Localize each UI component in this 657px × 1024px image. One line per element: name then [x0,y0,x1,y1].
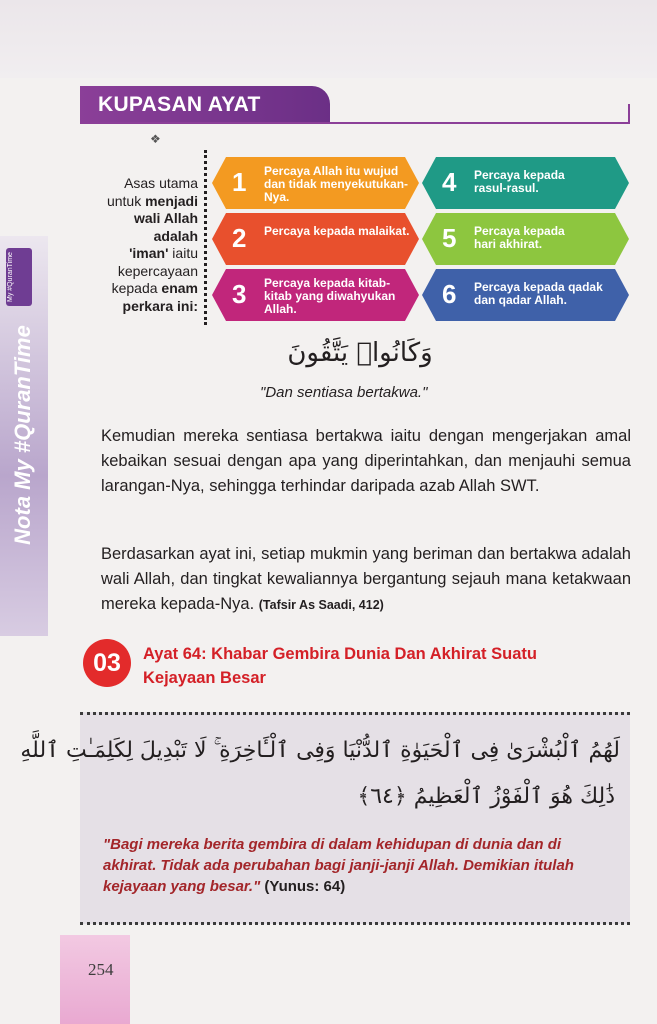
verse-translation: "Dan sentiasa bertakwa." [260,384,428,401]
pillar-text: Percaya kepada malaikat. [264,224,410,238]
pillar-number: 2 [232,223,247,253]
pillar-6 [422,269,629,321]
pillar-4 [422,157,629,209]
page-top-band [0,0,657,78]
paragraph-2: Berdasarkan ayat ini, setiap mukmin yang beriman dan bertakwa adalah wali Allah, dan tingkat kewaliannya bergantung sejauh mana ketakwaan mereka kepada-Nya. (Tafsir As Saadi, 412) [101,545,631,613]
verse-box-top-border [80,712,630,715]
page-number: 254 [88,960,114,979]
pillar-number: 5 [442,223,457,253]
section-header-title: KUPASAN AYAT [98,93,261,116]
verse-arabic: وَكَانُوا۟ يَتَّقُونَ [287,338,433,368]
paragraph-1: Kemudian mereka sentiasa bertakwa iaitu dengan mengerjakan amal kebaikan sesuai dengan apa yang diperintahkan, dan menjauhi semua larangan-Nya, sehingga terhindar daripada azab Allah SWT. [101,427,631,495]
header-divider [80,122,630,124]
tafsir-citation: (Tafsir As Saadi, 412) [258,598,384,612]
header-divider-end [628,104,630,124]
pillar-text: Percaya kepada hari akhirat. [474,224,565,251]
dotted-divider [204,150,207,325]
side-brand-text: Nota My #QuranTime [10,325,35,545]
section-title: Ayat 64: Khabar Gembira Dunia Dan Akhirat Suatu Kejayaan Besar [143,645,537,687]
pillar-number: 6 [442,279,457,309]
pillar-text: Percaya Allah itu wujud dan tidak menyekutukan-Nya. [264,164,409,204]
ornament-icon: ❖ [150,132,161,146]
pillar-text: Percaya kepada qadak dan qadar Allah. [474,280,603,307]
pillar-3 [212,269,419,321]
brand-logo: My #QuranTime [6,248,32,306]
pillar-5 [422,213,629,265]
pillar-number: 3 [232,279,247,309]
pillar-number: 1 [232,167,247,197]
verse-64-arabic-line1: لَهُمُ ٱلْبُشْرَىٰ فِى ٱلْحَيَوٰةِ ٱلدُّنْيَا وَفِى ٱلْـَٔاخِرَةِ ۚ لَا تَبْدِيلَ لِكَلِمَـٰتِ ٱللَّهِ [20,738,620,763]
section-number-badge: 03 [83,639,131,687]
faith-intro-text: Asas utama untuk menjadi wali Allah adalah 'iman' iaitu kepercayaan kepada enam perkara ini: [106,175,198,314]
verse-64-reference: (Yunus: 64) [264,878,346,895]
pillar-text: Percaya kepada kitab-kitab yang diwahyukan Allah. [264,276,396,316]
pillar-2 [212,213,419,265]
pillar-text: Percaya kepada rasul-rasul. [474,168,565,195]
verse-64-translation: "Bagi mereka berita gembira di dalam kehidupan di dunia dan di akhirat. Tidak ada perubahan bagi janji-janji Allah. Demikian itulah kejayaan yang besar." (Yunus: 64) [103,836,574,895]
pillar-number: 4 [442,167,457,197]
pillar-1 [212,157,419,209]
verse-box-bottom-border [80,922,630,925]
verse-64-arabic-line2: ذَٰلِكَ هُوَ ٱلْفَوْزُ ٱلْعَظِيمُ ﴿٦٤﴾ [357,784,615,809]
